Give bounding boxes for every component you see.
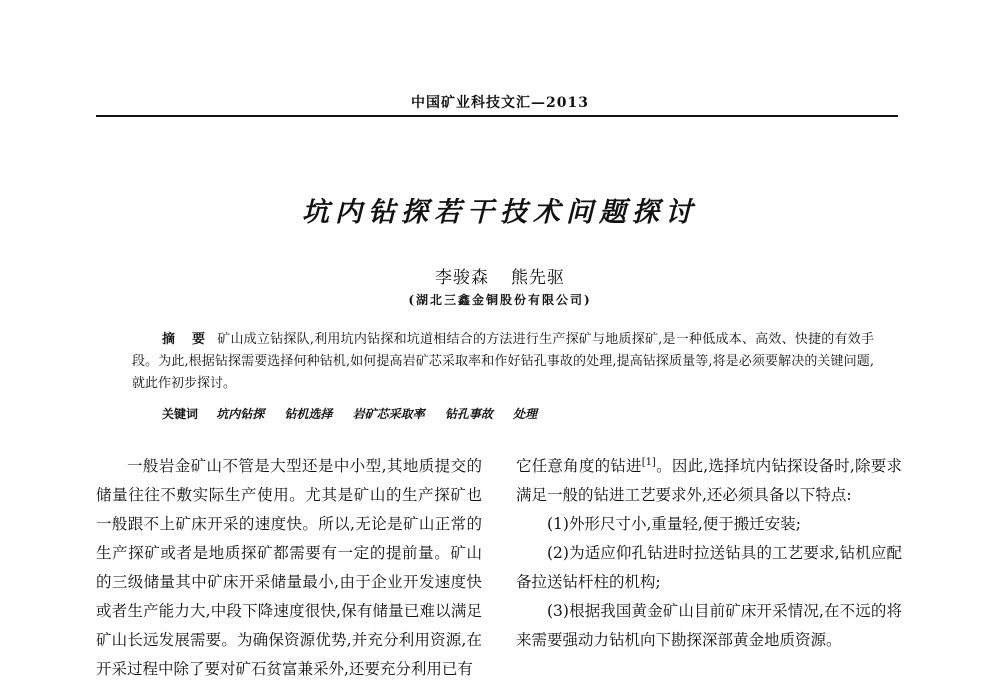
feature-item: (1)外形尺寸小,重量轻,便于搬迁安装; [547,515,802,533]
feature-item: (2)为适应仰孔钻进时拉送钻具的工艺要求,钻机应配备拉送钻杆柱的机构; [516,544,902,591]
running-head: 中国矿业科技文汇—2013 [411,95,589,111]
keywords-label: 关键词 [162,407,199,421]
keyword: 坑内钻探 [216,407,265,421]
citation-ref: [1] [641,456,656,468]
affiliation: (湖北三鑫金铜股份有限公司) [408,293,592,307]
keyword: 岩矿芯采取率 [352,407,425,421]
keyword: 处理 [513,407,538,421]
authors [0,263,1000,288]
body-paragraph: 一般岩金矿山不管是大型还是中小型,其地质提交的储量往往不敷实际生产使用。尤其是矿山的生产探矿也一般跟不上矿床开采的速度快。所以,无论是矿山正常的生产探矿或者是地质探矿都需要有一定的提前量。矿山的三级储量其中矿床开采储量最小,由于企业开发速度快或者生产能力大,中段下降速度很快,保有储量已难以满足矿山长远发展需要。为确保资源优势,并充分利用资源,在开采过程中除了要对矿石贫富兼采外,还要充分利用已有 [96,457,482,678]
article-title: 坑内钻探若干技术问题探讨 [302,197,698,228]
header-rule [96,115,898,117]
paragraph-text: 。因此,选择坑内钻探设备时,除要求满足一般的钻进工艺要求外,还必须具备以下特点: [516,457,902,504]
feature-item: (3)根据我国黄金矿山目前矿床开采情况,在不远的将来需要强动力钻机向下勘探深部黄金地质资源。 [516,602,902,649]
keywords [162,404,882,424]
body-column-right [516,452,902,655]
abstract [132,329,874,395]
body-column-left [96,452,482,684]
author-name: 李骏森 [435,268,489,288]
body-paragraph [516,452,902,510]
keyword: 钻孔事故 [444,407,493,421]
keyword: 钻机选择 [284,407,333,421]
abstract-label: 摘 要 [162,332,212,347]
author-name: 熊先驱 [511,268,565,288]
abstract-text: 矿山成立钻探队,利用坑内钻探和坑道相结合的方法进行生产探矿与地质探矿,是一种低成本、高效、快捷的有效手段。为此,根据钻探需要选择何种钻机,如何提高岩矿芯采取率和作好钻孔事故的处理,提高钻探质量等,将是必须要解决的关键问题,就此作初步探讨。 [132,332,874,391]
paragraph-text: 它任意角度的钻进 [516,457,642,475]
